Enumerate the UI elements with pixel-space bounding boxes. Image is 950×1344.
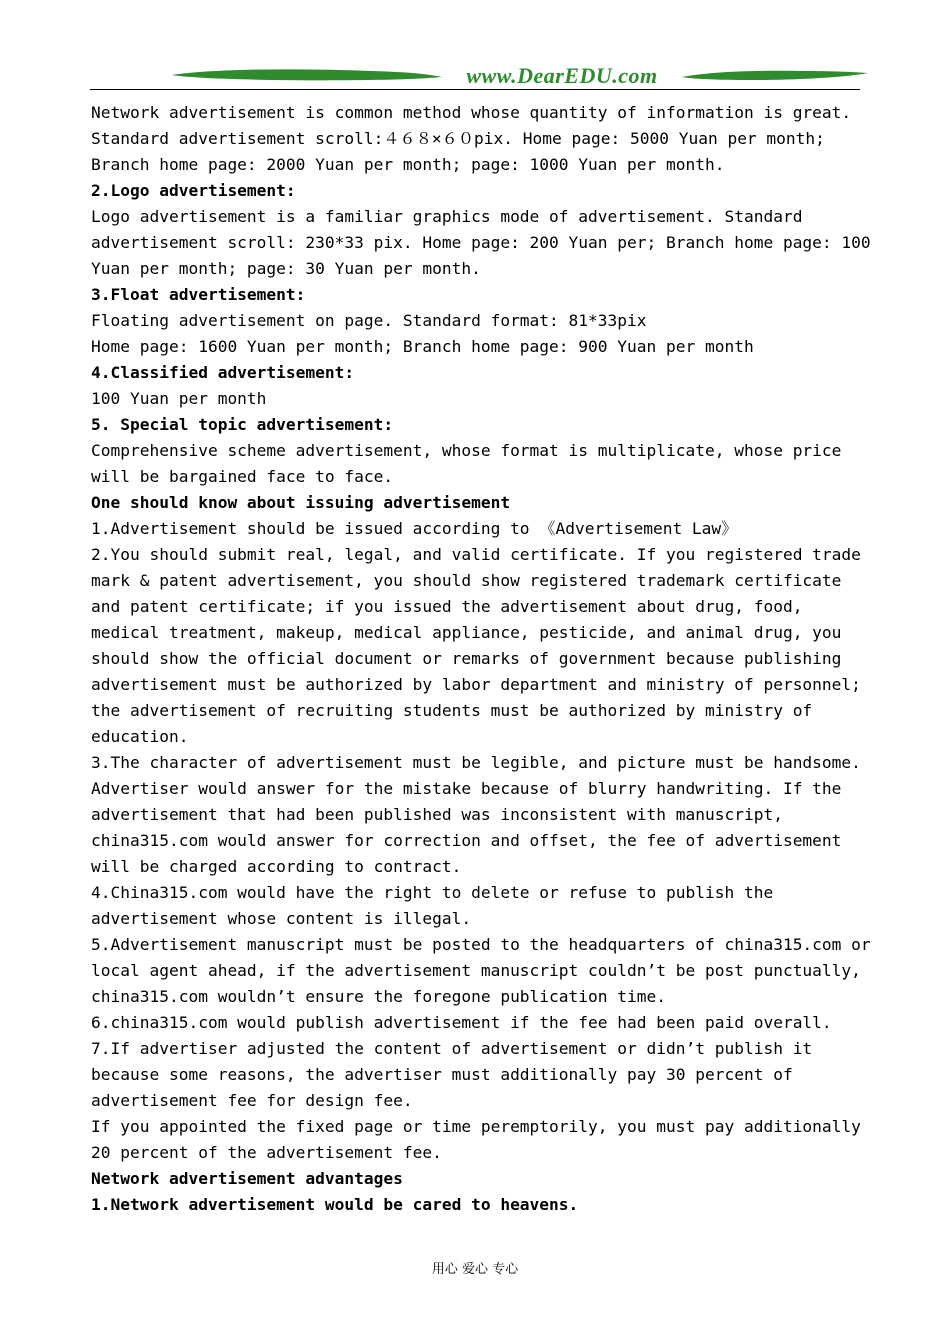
paragraph-line: 100 Yuan per month: [91, 389, 267, 408]
section-heading: One should know about issuing advertisement: [91, 493, 511, 512]
green-brush-stroke-left: [172, 68, 442, 82]
header-rule: [90, 89, 860, 90]
paragraph-line: Yuan per month; page: 30 Yuan per month.: [91, 259, 481, 278]
paragraph-line: Floating advertisement on page. Standard format: 81*33pix: [91, 311, 647, 330]
paragraph-line: because some reasons, the advertiser must additionally pay 30 percent of: [91, 1065, 793, 1084]
page-footer: 用心 爱心 专心: [431, 1262, 519, 1277]
paragraph-line: Standard advertisement scroll:４６８×６０pix. Home page: 5000 Yuan per month;: [91, 129, 825, 148]
paragraph-line: advertisement whose content is illegal.: [91, 909, 472, 928]
paragraph-line: Advertiser would answer for the mistake because of blurry handwriting. If the: [91, 779, 842, 798]
paragraph-line: 1.Advertisement should be issued according to 《Advertisement Law》: [91, 519, 738, 538]
paragraph-line: and patent certificate; if you issued the advertisement about drug, food,: [91, 597, 803, 616]
paragraph-line: the advertisement of recruiting students must be authorized by ministry of: [91, 701, 813, 720]
paragraph-line: china315.com would answer for correction and offset, the fee of advertisement: [91, 831, 842, 850]
paragraph-line: 7.If advertiser adjusted the content of advertisement or didn’t publish it: [91, 1039, 813, 1058]
paragraph-line: will be charged according to contract.: [91, 857, 462, 876]
paragraph-line: advertisement fee for design fee.: [91, 1091, 413, 1110]
paragraph-line: 20 percent of the advertisement fee.: [91, 1143, 442, 1162]
paragraph-line: medical treatment, makeup, medical appliance, pesticide, and animal drug, you: [91, 623, 842, 642]
paragraph-line: advertisement scroll: 230*33 pix. Home page: 200 Yuan per; Branch home page: 100: [91, 233, 871, 252]
paragraph-line: Network advertisement is common method whose quantity of information is great.: [91, 103, 852, 122]
paragraph-line: 2.You should submit real, legal, and valid certificate. If you registered trade: [91, 545, 861, 564]
paragraph-line: local agent ahead, if the advertisement manuscript couldn’t be post punctually,: [91, 961, 861, 980]
paragraph-line: If you appointed the fixed page or time peremptorily, you must pay additionally: [91, 1117, 861, 1136]
section-heading: Network advertisement advantages: [91, 1169, 403, 1188]
paragraph-line: china315.com wouldn’t ensure the foregone publication time.: [91, 987, 666, 1006]
document-body: [91, 100, 871, 1218]
paragraph-line: mark & patent advertisement, you should show registered trademark certificate: [91, 571, 842, 590]
paragraph-line: 6.china315.com would publish advertisement if the fee had been paid overall.: [91, 1013, 832, 1032]
paragraph-line: advertisement that had been published was inconsistent with manuscript,: [91, 805, 783, 824]
paragraph-line: 4.China315.com would have the right to delete or refuse to publish the: [91, 883, 774, 902]
green-brush-stroke-right: [682, 68, 868, 82]
paragraph-line: should show the official document or remarks of government because publishing: [91, 649, 842, 668]
section-heading: 2.Logo advertisement:: [91, 181, 296, 200]
paragraph-line: will be bargained face to face.: [91, 467, 394, 486]
site-logo[interactable]: www.DearEDU.com: [466, 63, 658, 88]
paragraph-line: Home page: 1600 Yuan per month; Branch home page: 900 Yuan per month: [91, 337, 754, 356]
paragraph-line: Logo advertisement is a familiar graphics mode of advertisement. Standard: [91, 207, 803, 226]
paragraph-line: Comprehensive scheme advertisement, whose format is multiplicate, whose price: [91, 441, 842, 460]
section-heading: 3.Float advertisement:: [91, 285, 306, 304]
page-header: [90, 62, 860, 90]
paragraph-line: 3.The character of advertisement must be legible, and picture must be handsome.: [91, 753, 861, 772]
paragraph-line: 5.Advertisement manuscript must be posted to the headquarters of china315.com or: [91, 935, 871, 954]
paragraph-line: education.: [91, 727, 189, 746]
paragraph-line: Branch home page: 2000 Yuan per month; page: 1000 Yuan per month.: [91, 155, 725, 174]
section-heading: 5. Special topic advertisement:: [91, 415, 394, 434]
section-heading: 1.Network advertisement would be cared to heavens.: [91, 1195, 579, 1214]
paragraph-line: advertisement must be authorized by labor department and ministry of personnel;: [91, 675, 861, 694]
section-heading: 4.Classified advertisement:: [91, 363, 355, 382]
